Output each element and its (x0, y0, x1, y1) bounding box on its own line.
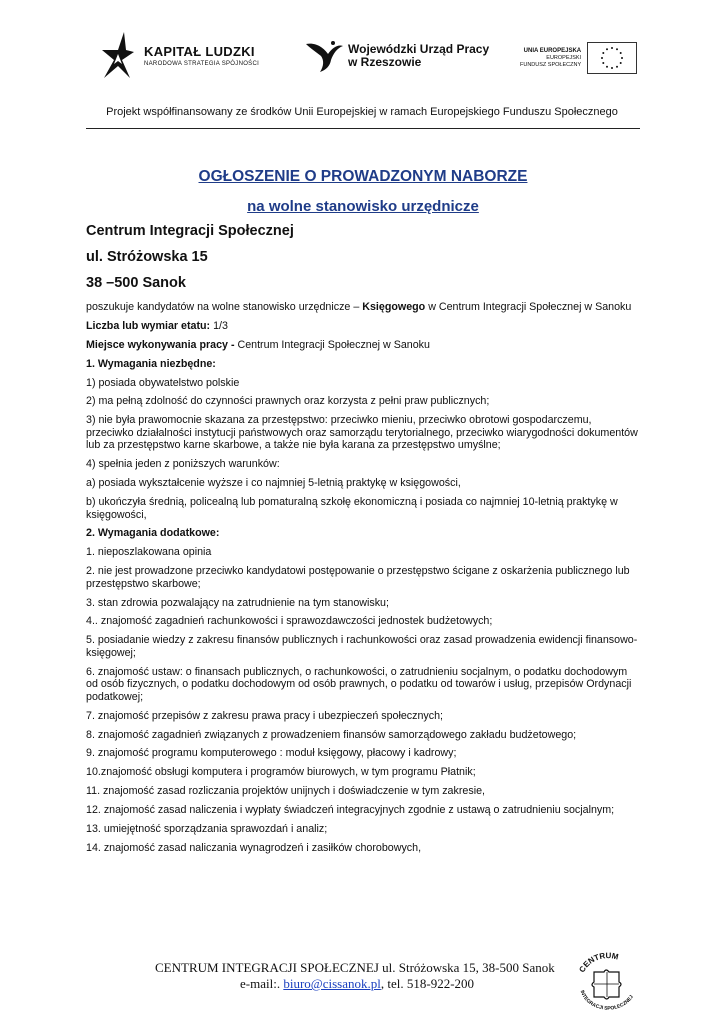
kapital-ludzki-logo (100, 30, 259, 80)
etat-line: Liczba lub wymiar etatu: 1/3 (86, 319, 228, 332)
eu-line3: FUNDUSZ SPOŁECZNY (520, 61, 582, 68)
intro-paragraph: poszukuje kandydatów na wolne stanowisko urzędnicze – Księgowego w Centrum Integracji Społecznej w Sanoku (86, 301, 632, 313)
list-item: 3) nie była prawomocnie skazana za przestępstwo: przeciwko mieniu, przeciwko obrotowi gospodarczemu, przeciwko działalności instytucji państwowych oraz samorządu terytorialnego, przeciwko wiarygodności dokumentów lub za przestępstwo karne skarbowe, a także nie była karana za przestępstwo umyślne; (86, 414, 638, 452)
org-name: Centrum Integracji Społecznej (86, 223, 294, 239)
list-item: 2. nie jest prowadzone przeciwko kandydatowi postępowanie o przestępstwo ścigane z oskarżenia publicznego lub przestępstwo skarbowe; (86, 565, 630, 590)
org-city: 38 –500 Sanok (86, 275, 186, 291)
wup-logo (304, 38, 489, 74)
req1-list (86, 377, 640, 521)
list-item: 12. znajomość zasad naliczenia i wypłaty świadczeń integracyjnych zgodnie z ustawą o zatrudnieniu socjalnym; (86, 804, 615, 817)
list-item: 7. znajomość przepisów z zakresu prawa pracy i ubezpieczeń społecznych; (86, 709, 444, 722)
list-item: 1. nieposzlakowana opinia (86, 546, 212, 559)
list-item: 6. znajomość ustaw: o finansach publicznych, o rachunkowości, o zatrudnieniu socjalnym, o podatku dochodowym od osób fizycznych, o podatku dochodowym od osób prawnych, o podatku od towarów i usług, przepisów Ordynacji podatkowej; (86, 665, 632, 703)
list-item: b) ukończyła średnią, policealną lub pomaturalną szkołę ekonomiczną i posiada co najmniej 10-letnią praktykę w księgowości, (86, 496, 618, 521)
eu-line2: EUROPEJSKI (546, 54, 582, 61)
list-item: 14. znajomość zasad naliczania wynagrodzeń i zasiłków chorobowych, (86, 841, 422, 854)
cis-logo-bottom-text: INTEGRACJI SPOŁECZNEJ (578, 989, 635, 1012)
list-item: 2) ma pełną zdolność do czynności prawnych oraz korzysta z pełni praw publicznych; (86, 395, 490, 408)
list-item: 11. znajomość zasad rozliczania projektów unijnych i doświadczenie w tym zakresie, (86, 785, 485, 798)
list-item: 10.znajomość obsługi komputera i programów biurowych, w tym programu Płatnik; (86, 766, 476, 779)
kapital-ludzki-title: KAPITAŁ LUDZKI (144, 43, 255, 59)
cis-logo-top-text: CENTRUM (577, 952, 620, 974)
header-divider (86, 128, 640, 129)
funding-statement: Projekt współfinansowany ze środków Unii Europejskiej w ramach Europejskiego Funduszu Społecznego (106, 106, 618, 118)
kapital-ludzki-star-icon (100, 30, 136, 80)
wup-name-line2: w Rzeszowie (348, 55, 422, 69)
eu-line1: UNIA EUROPEJSKA (523, 47, 582, 54)
notice-title: OGŁOSZENIE O PROWADZONYM NABORZE (198, 168, 528, 185)
list-item: 3. stan zdrowia pozwalający na zatrudnienie na tym stanowisku; (86, 596, 389, 609)
list-item: 8. znajomość zagadnień związanych z prowadzeniem finansów samorządowego zakładu budżetowego; (86, 728, 577, 741)
eu-flag-icon (587, 42, 637, 74)
footer-address: CENTRUM INTEGRACJI SPOŁECZNEJ ul. Stróżowska 15, 38-500 Sanok (155, 960, 555, 975)
cis-puzzle-logo (572, 952, 642, 1012)
list-item: 1) posiada obywatelstwo polskie (86, 376, 240, 389)
req2-list (86, 546, 640, 854)
list-item: 5. posiadanie wiedzy z zakresu finansów publicznych i rachunkowości oraz zasad prowadzenia ewidencji finansowo-księgowej; (86, 634, 638, 659)
wup-bird-icon (304, 38, 344, 74)
eu-logo (520, 42, 637, 74)
position-name: Księgowego (362, 301, 426, 313)
req2-heading: 2. Wymagania dodatkowe: (86, 527, 220, 540)
notice-body (86, 168, 640, 861)
list-item: 9. znajomość programu komputerowego : moduł księgowy, płacowy i kadrowy; (86, 747, 457, 760)
list-item: 4) spełnia jeden z poniższych warunków: (86, 458, 280, 471)
list-item: 4.. znajomość zagadnień rachunkowości i sprawozdawczości jednostek budżetowych; (86, 615, 493, 628)
puzzle-icon (592, 970, 621, 999)
wup-name-line1: Wojewódzki Urząd Pracy (348, 42, 490, 56)
list-item: a) posiada wykształcenie wyższe i co najmniej 5-letnią praktykę w księgowości, (86, 477, 461, 490)
notice-subtitle: na wolne stanowisko urzędnicze (247, 198, 479, 215)
list-item: 13. umiejętność sporządzania sprawozdań i analiz; (86, 822, 328, 835)
req1-heading: 1. Wymagania niezbędne: (86, 357, 216, 370)
page-header (0, 0, 724, 90)
org-street: ul. Stróżowska 15 (86, 249, 208, 265)
kapital-ludzki-subtitle: NARODOWA STRATEGIA SPÓJNOŚCI (144, 60, 260, 67)
place-line: Miejsce wykonywania pracy - Centrum Integracji Społecznej w Sanoku (86, 338, 430, 351)
footer-contact: e-mail:. biuro@cissanok.pl, tel. 518-922-200 (240, 976, 475, 991)
email-link[interactable]: biuro@cissanok.pl (283, 976, 381, 991)
